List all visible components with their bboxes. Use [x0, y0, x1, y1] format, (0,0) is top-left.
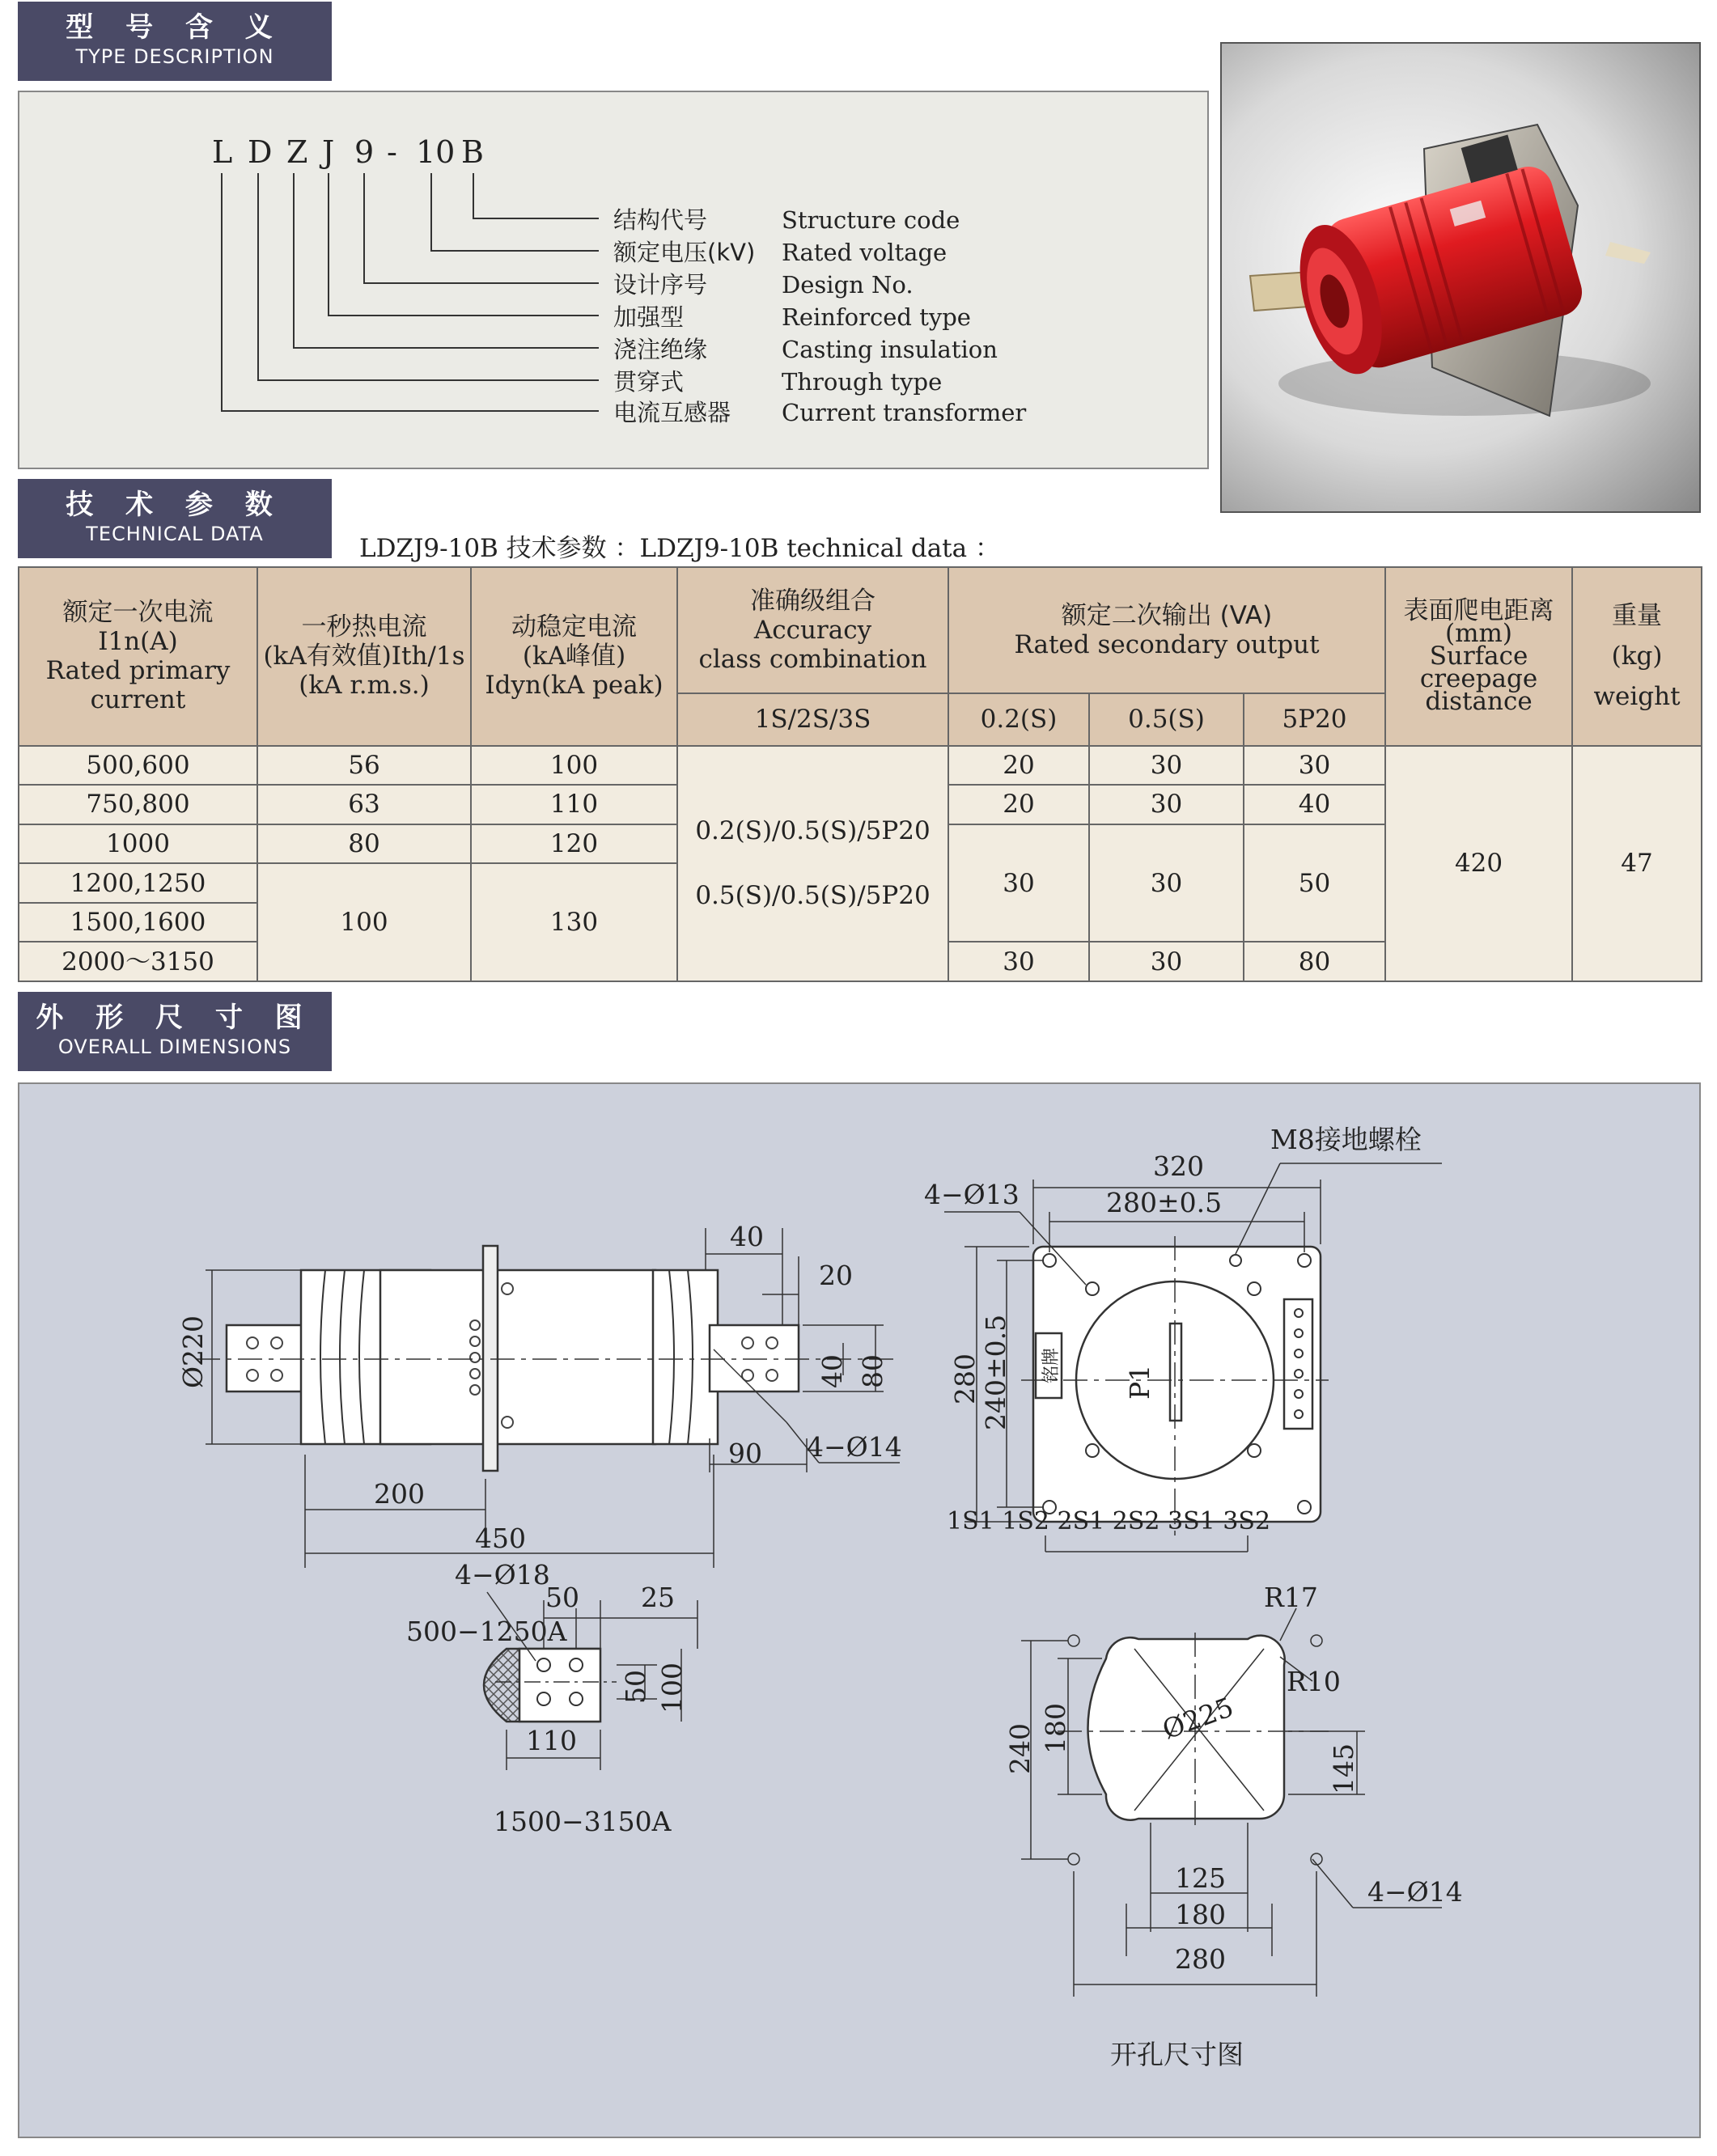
section-title-en: OVERALL DIMENSIONS — [57, 1036, 292, 1058]
cell-dynamic: 100 — [471, 746, 677, 786]
cell-output: 40 — [1244, 785, 1385, 824]
cell-weight: 47 — [1572, 746, 1702, 981]
legend-row: 加强型 Reinforced type — [613, 303, 971, 331]
dim-label: 100 — [656, 1663, 688, 1713]
product-photo-panel — [1220, 42, 1701, 513]
dim-label: 240±0.5 — [980, 1314, 1011, 1430]
subheader-output: 0.2(S) — [948, 693, 1089, 746]
cell-output: 20 — [948, 746, 1089, 786]
cell-output: 30 — [1244, 746, 1385, 786]
dim-label: 320 — [1153, 1150, 1204, 1182]
front-view-drawing — [1033, 1247, 1321, 1522]
dim-label: 110 — [526, 1725, 577, 1756]
legend-row: 设计序号 Design No. — [613, 271, 914, 299]
section-title-cn: 技 术 参 数 — [66, 489, 284, 521]
dim-label: 4−Ø13 — [924, 1179, 1020, 1210]
dim-label: 4−Ø18 — [455, 1559, 550, 1591]
dim-label: 280 — [949, 1353, 981, 1404]
code-letter: B — [461, 134, 484, 170]
cell-dynamic: 110 — [471, 785, 677, 824]
cell-current: 1500,1600 — [19, 903, 257, 942]
cell-thermal: 56 — [257, 746, 471, 786]
legend-row: 结构代号 Structure code — [613, 206, 960, 234]
dim-label: 200 — [374, 1478, 425, 1510]
cell-current: 1000 — [19, 824, 257, 864]
dim-label: 4−Ø14 — [1367, 1876, 1463, 1908]
code-letter: 10 — [416, 134, 456, 170]
nameplate-label: 铭牌 — [1041, 1347, 1062, 1383]
dim-label: 4−Ø14 — [807, 1431, 902, 1463]
dim-label: R10 — [1287, 1666, 1341, 1697]
dim-label: 125 — [1175, 1862, 1226, 1894]
dim-label: 20 — [819, 1260, 853, 1291]
section-title-cn: 外 形 尺 寸 图 — [36, 1002, 314, 1034]
cell-output: 30 — [1089, 746, 1244, 786]
dim-label: 240 — [1004, 1723, 1036, 1774]
dim-label: Ø225 — [1158, 1691, 1238, 1746]
dim-label: 280 — [1175, 1943, 1226, 1975]
cell-output: 30 — [948, 942, 1089, 981]
section-title-cn: 型 号 含 义 — [66, 11, 284, 44]
dim-label: M8接地螺栓 — [1270, 1124, 1422, 1155]
dimension-drawings — [18, 1082, 1701, 2138]
legend-row: 额定电压(kV) Rated voltage — [613, 239, 948, 266]
busbar-detail-drawing — [484, 1649, 600, 1722]
dim-label: 80 — [857, 1354, 888, 1388]
code-letter: L — [212, 134, 233, 170]
dim-label: 40 — [816, 1354, 848, 1388]
cell-output: 30 — [1089, 824, 1244, 942]
header-secondary-output: 额定二次输出 (VA) Rated secondary output — [948, 567, 1385, 693]
code-letter: D — [248, 134, 273, 170]
dim-label: 280±0.5 — [1106, 1187, 1223, 1218]
cell-current: 750,800 — [19, 785, 257, 824]
side-view-drawing — [227, 1246, 799, 1471]
dim-label: R17 — [1264, 1582, 1318, 1613]
code-letter: 9 — [354, 134, 375, 170]
cell-thermal: 80 — [257, 824, 471, 864]
dim-label: 450 — [475, 1523, 526, 1554]
legend-row: 电流互感器 Current transformer — [613, 399, 1027, 426]
cell-dynamic: 120 — [471, 824, 677, 864]
cell-thermal: 63 — [257, 785, 471, 824]
header-accuracy: 准确级组合 Accuracy class combination — [677, 567, 948, 693]
cell-output: 30 — [1089, 942, 1244, 981]
dim-label: Ø220 — [177, 1315, 209, 1388]
terminal-labels: 1S1 1S2 2S1 2S2 3S1 3S2 — [947, 1507, 1271, 1535]
subheader-output: 5P20 — [1244, 693, 1385, 746]
drawing-caption: 开孔尺寸图 — [1110, 2039, 1244, 2070]
legend-row: 贯穿式 Through type — [613, 368, 943, 396]
section-header-tech — [18, 479, 332, 558]
drawing-caption: 500−1250A — [406, 1616, 567, 1647]
cell-thermal: 100 — [257, 863, 471, 981]
cell-output: 50 — [1244, 824, 1385, 942]
cell-current: 2000～3150 — [19, 942, 257, 981]
code-letter: Z — [286, 134, 308, 170]
dim-label: 180 — [1175, 1899, 1226, 1930]
subheader-output: 0.5(S) — [1089, 693, 1244, 746]
tech-caption: LDZJ9-10B 技术参数 ：LDZJ9-10B technical data ： — [359, 534, 1000, 563]
cell-creepage: 420 — [1385, 746, 1572, 981]
legend-row: 浇注绝缘 Casting insulation — [613, 336, 998, 363]
cell-output: 30 — [1089, 785, 1244, 824]
section-title-en: TECHNICAL DATA — [86, 523, 264, 545]
code-leader-lines — [0, 0, 1214, 453]
cell-accuracy: 0.2(S)/0.5(S)/5P20 0.5(S)/0.5(S)/5P20 — [677, 746, 948, 981]
cell-output: 80 — [1244, 942, 1385, 981]
dim-label: 145 — [1328, 1743, 1359, 1794]
product-photo — [1222, 44, 1699, 511]
technical-data-table — [18, 566, 1702, 982]
drawing-caption: 1500−3150A — [494, 1806, 672, 1837]
header-primary-current: 额定一次电流 I1n(A) Rated primary current — [19, 567, 257, 746]
dim-label: 50 — [545, 1582, 579, 1613]
cell-output: 20 — [948, 785, 1089, 824]
cell-dynamic: 130 — [471, 863, 677, 981]
subheader-accuracy: 1S/2S/3S — [677, 693, 948, 746]
dim-label: 180 — [1040, 1703, 1071, 1754]
code-letter: - — [387, 134, 397, 170]
section-title-en: TYPE DESCRIPTION — [75, 45, 274, 68]
header-creepage: 表面爬电距离 (mm) Surface creepage distance — [1385, 567, 1572, 746]
section-header-dims — [18, 992, 332, 1071]
dim-label: 50 — [620, 1670, 651, 1704]
header-weight: 重量 (kg) weight — [1572, 567, 1702, 746]
dim-label: 40 — [730, 1221, 764, 1252]
header-thermal-current: 一秒热电流 (kA有效值)Ith/1s (kA r.m.s.) — [257, 567, 471, 746]
header-dynamic-current: 动稳定电流 (kA峰值) Idyn(kA peak) — [471, 567, 677, 746]
cell-current: 1200,1250 — [19, 863, 257, 903]
cell-output: 30 — [948, 824, 1089, 942]
dim-label: 90 — [728, 1438, 762, 1469]
cell-current: 500,600 — [19, 746, 257, 786]
dim-label: 25 — [641, 1582, 675, 1613]
code-letter: J — [322, 134, 335, 170]
dim-label: P1 — [1124, 1364, 1155, 1400]
